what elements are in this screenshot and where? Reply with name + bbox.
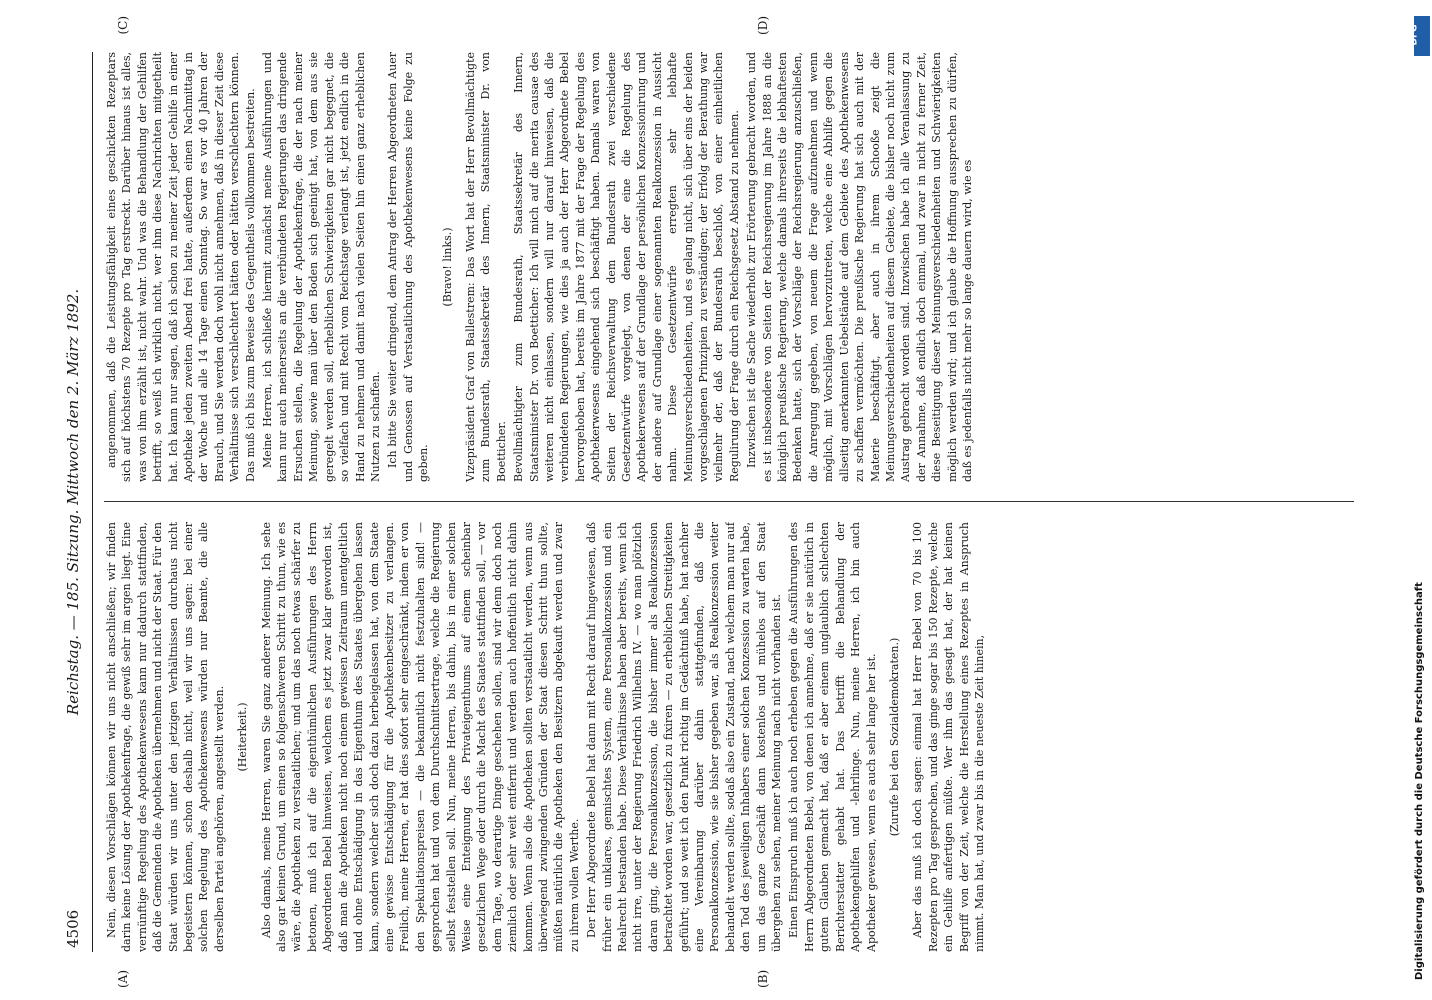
paragraph: Einen Einspruch muß ich auch noch erheben gegen die Ausführungen des Herrn Abgeordneten Bebel, von denen ich annehme, daß er sie natürlich in gutem Glauben gemacht hat, daß er aber einem unglaublich schlechten Berichterstatter gehabt hat. Das betrifft die Behandlung der Apothekengehilfen und -lehrlinge. Nun, meine Herren, ich bin auch Apotheker gewesen, wenn es auch sehr lange her ist.	[787, 522, 878, 952]
speaker-paragraph: Bevollmächtigter zum Bundesrath, Staatssekretär des Innern, Staatsminister Dr. von Boetticher: Ich will mich auf die merita causae des weiteren nicht einlassen, sondern will nur darauf hinweisen, daß die verbündeten Regierungen, wie dies ja auch der Herr Abgeordnete Bebel hervorgehoben hat, bereits im Jahre 1877 mit der Frage der Regelung des Apothekerwesens eingehend sich beschäftigt haben. Damals waren von Seiten der Reichsverwaltung dem Bundesrath zwei verschiedene Gesetzentwürfe vorgelegt, von denen der eine die Regelung des Apothekerwesens auf der Grundlage der persönlichen Konzessionirung und der andere auf Grundlage einer sogenannten Realkonzession in Aussicht nahm. Diese Gesetzentwürfe erregten sehr lebhafte Meinungsverschiedenheiten, und es gelang nicht, sich über eins der beiden vorgeschlagenen Prinzipien zu verständigen; der Erfolg der Berathung war vielmehr der, daß der Bundesrath beschloß, von einer einheitlichen Regulirung der Frage durch ein Reichsgesetz Abstand zu nehmen.	[512, 52, 741, 482]
left-column	[104, 522, 1354, 952]
paragraph: Meine Herren, ich schließe hiermit zunächst meine Ausführungen und kann nur auch meinerseits an die verbündeten Regierungen das dringende Ersuchen stellen, die Regelung der Apothekenfrage, die der nach meiner Meinung, sowie man über den Boden sich geeinigt hat, von dem aus sie geregelt werden soll, erheblichen Schwierigkeiten gar nicht begegnet, die so vielfach und mit Recht vom Reichstage verlangt ist, jetzt endlich in die Hand zu nehmen und damit nach vielen Seiten hin einen ganz erheblichen Nutzen zu schaffen.	[261, 52, 382, 482]
paragraph: angenommen, daß die Leistungsfähigkeit eines geschickten Rezeptars sich auf höchstens 70 Rezepte pro Tag erstreckt. Darüber hinaus ist alles, was von ihm erzählt ist, nicht wahr. Und was die Behandlung der Gehilfen betrifft, so weiß ich wirklich nicht, wer ihm diese Nachrichten mitgetheilt hat. Ich kann nur sagen, daß ich schon zu meiner Zeit jeder Gehilfe in einer Apotheke jeden zweiten Abend frei hatte, außerdem einen Nachmittag in der Woche und alle 14 Tage einen Sonntag. So war es vor 40 Jahren der Brauch, und Sie werden doch wohl nicht annehmen, daß in dieser Zeit diese Verhältnisse sich verschlechtert hätten oder hätten verschlechtern können. Das muß ich bis zum Beweise des Gegentheils vollkommen bestreiten.	[105, 52, 257, 482]
page-number: 4506	[64, 909, 82, 948]
paragraph: Inzwischen ist die Sache wiederholt zur Erörterung gebracht worden, und es ist insbesondere von Seiten der Reichsregierung im Jahre 1888 an die königlich preußische Regierung, welche damals ihrerseits die lebhaftesten Bedenken hatte, sich der Vorschläge der Reichsregierung anzuschließen, die Anregung gegeben, von neuem die Frage aufzunehmen und wenn möglich, mit Vorschlägen hervorzutreten, welche eine Abhilfe gegen die allseitig anerkannten Uebelstände auf dem Gebiete des Apothekenwesens zu schaffen vermöchten. Die preußische Regierung hat sich auch mit der Materie beschäftigt, aber auch in ihrem Schooße zeigt die Meinungsverschiedenheiten auf diesem Gebiete, die bisher noch nicht zum Austrag gebracht worden sind. Inzwischen habe ich alle Veranlassung zu der Annahme, daß endlich doch einmal, und zwar in nicht zu ferner Zeit, diese Beseitigung dieser Meinungsverschiedenheiten und Schwierigkeiten möglich werden wird; und ich glaube die Hoffnung aussprechen zu dürfen, daß es jedenfalls nicht mehr so lange dauern wird, wie es	[745, 52, 974, 482]
page-header	[56, 52, 93, 952]
paragraph: Ich bitte Sie weiter dringend, dem Antrag der Herren Abgeordneten Auer und Genossen auf Verstaatlichung des Apothekenwesens keine Folge zu geben.	[386, 52, 431, 482]
paragraph: Nein, diesen Vorschlägen können wir uns nicht anschließen; wir finden darin keine Lösung der Apothekenfrage, die gewiß sehr im argen liegt. Eine vernünftige Regelung des Apothekenwesens kann nur dadurch stattfinden, daß die Gemeinden die Apotheken übernehmen und nicht der Staat. Für den Staat würden wir uns unter den jetzigen Verhältnissen durchaus nicht begeistern können, schon deshalb nicht, weil wir uns sagen: bei einer solchen Regelung des Apothekenwesens würden nur Beamte, die alle derselben Partei angehören, angestellt werden.	[105, 522, 226, 952]
page-content	[56, 16, 1366, 988]
margin-marker-b: (B)	[756, 969, 770, 988]
paragraph: Der Herr Abgeordnete Bebel hat dann mit Recht darauf hingewiesen, daß früher ein unklares, gemischtes System, eine Personalkonzession und ein Realrecht bestanden habe. Diese Verhältnisse haben aber bereits, wenn ich nicht irre, unter der Regierung Friedrich Wilhelms IV. — wo man plötzlich daran ging, die Personalkonzession, die bisher immer als Realkonzession betrachtet worden war, gesetzlich zu fixiren — zu erheblichen Streitigkeiten geführt; und so weit ich den Punkt richtig im Gedächtniß habe, hat nachher eine Vereinbarung darüber dahin stattgefunden, daß die Personalkonzession, wie sie bisher gegeben war, als Realkonzession weiter behandelt werden sollte, sodaß also ein Zustand, nach welchem man nur auf den Tod des jeweiligen Inhabers einer solchen Konzession zu warten habe, um das ganze Geschäft dann kostenlos und mühelos auf den Staat übergehen zu sehen, meiner Meinung nach nicht vorhanden ist.	[585, 522, 784, 952]
digitization-credit: Digitalisierung gefördert durch die Deutsche Forschungsgemeinschaft	[1414, 582, 1425, 980]
speaker-paragraph: Vizepräsident Graf von Ballestrem: Das Wort hat der Herr Bevollmächtigte zum Bundesrath, Staatssekretär des Innern, Staatsminister Dr. von Boetticher.	[463, 52, 508, 482]
dfg-logo-text: DFG	[1409, 24, 1420, 46]
margin-marker-d: (D)	[756, 16, 770, 35]
margin-marker-a: (A)	[116, 969, 130, 988]
paragraph: Also damals, meine Herren, waren Sie ganz anderer Meinung. Ich sehe also gar keinen Grund, um einen so folgenschweren Schritt zu thun, wie es wäre, die Apotheken zu verstaatlichen; und um das noch etwas schärfer zu betonen, muß ich auf die eigenthümlichen Ausführungen des Herrn Abgeordneten Bebel hinweisen, welchem es jetzt zwar klar geworden ist, daß man die Apotheken nicht noch einem gewissen Zeitraum unentgeltlich und ohne Entschädigung in das Eigenthum des Staates übergehen lassen kann, sondern welcher sich doch dazu herbeigelassen hat, von dem Staate eine gewisse Entschädigung für die Apothekenbesitzer zu verlangen. Freilich, meine Herren, er hat dies sofort sehr eingeschränkt, indem er von den Spekulationspreisen — die bekanntlich nicht festzuhalten sind! — gesprochen hat und von dem Durchschnittsertrage, welche die Regierung selbst feststellen soll. Nun, meine Herren, bis dahin, bis in einer solchen Weise eine Enteignung des Privateigenthums auf einem scheinbar gesetzlichen Wege oder durch die Macht des Staates stattfinden soll, — vor dem Tage, wo derartige Dinge geschehen sollen, sind wir denn doch noch ziemlich oder sehr weit entfernt und werden auch hoffentlich nicht dahin kommen. Wenn also die Apotheken sollten verstaatlicht werden, wenn aus überwiegend zwingenden Gründen der Staat diesen Schritt thun sollte, müßten natürlich die Apotheken den Besitzern abgekauft werden und zwar zu ihrem vollen Werthe.	[259, 522, 581, 952]
interjection: (Bravo! links.)	[440, 227, 454, 307]
column-divider	[104, 501, 1354, 502]
paragraph: Aber das muß ich doch sagen: einmal hat Herr Bebel von 70 bis 100 Rezepten pro Tag gesprochen, und das ginge sogar bis 150 Rezepte, welche ein Gehilfe anfertigen müßte. Wer ihm das gesagt hat, der hat keinen Begriff von der Zeit, welche die Herstellung eines Rezeptes in Anspruch nimmt. Man hat, und zwar bis in die neueste Zeit hinein,	[911, 522, 986, 952]
running-title: Reichstag. — 185. Sitzung. Mittwoch den 2. März 1892.	[64, 288, 82, 716]
dfg-logo	[1409, 16, 1430, 56]
right-column	[104, 52, 1354, 482]
digitization-credit-strip	[1414, 0, 1428, 1000]
interjection: (Heiterkeit.)	[236, 702, 250, 772]
interjection: (Zurufe bei den Sozialdemokraten.)	[887, 637, 901, 837]
margin-marker-c: (C)	[116, 16, 130, 35]
